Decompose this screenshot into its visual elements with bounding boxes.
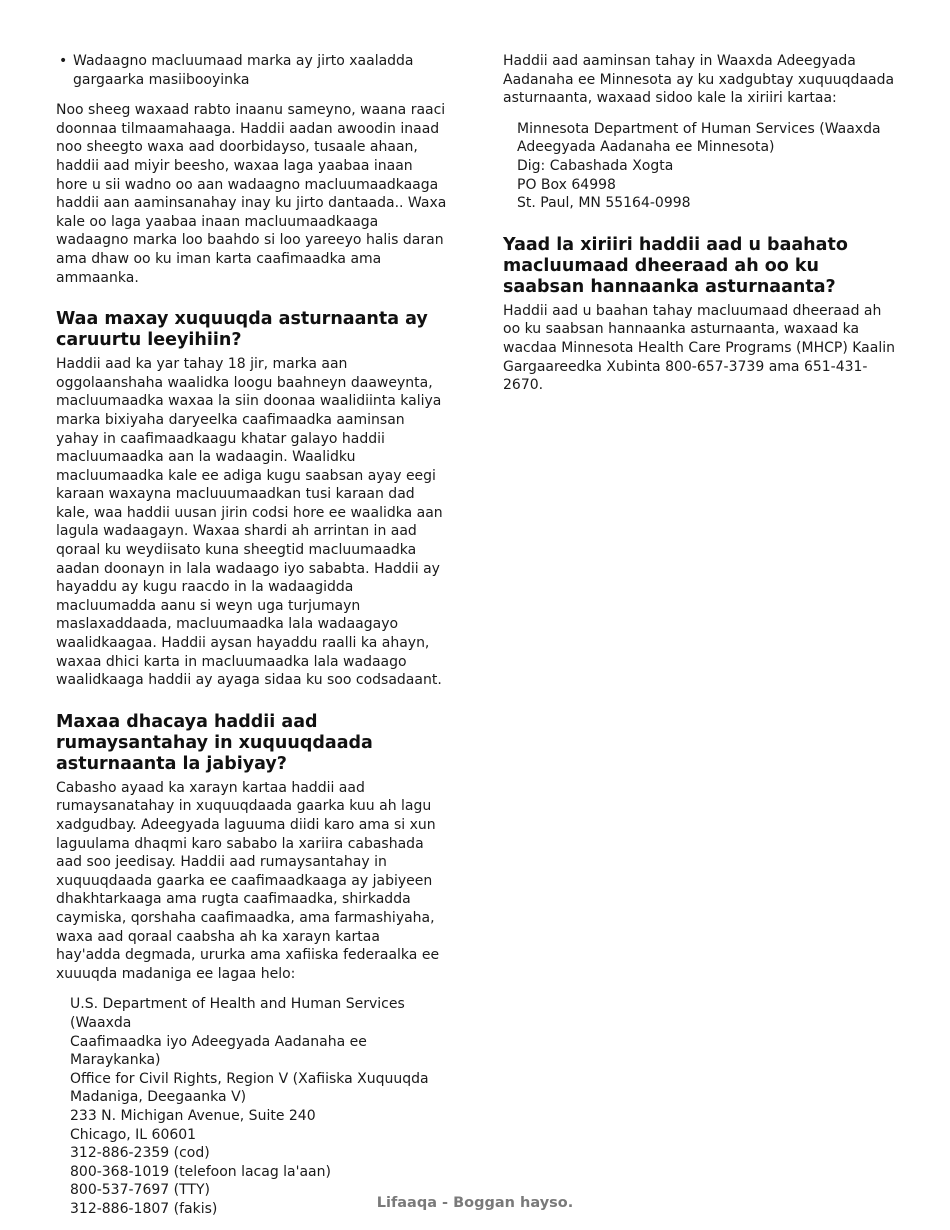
section-heading-more-info: Yaad la xiriiri haddii aad u baahato macluumaad dheeraad ah oo ku saabsan hannaanka asturnaanta? xyxy=(503,234,848,297)
bullet-dot-icon: • xyxy=(59,53,68,69)
address-line: Dig: Cabashada Xogta xyxy=(517,157,674,174)
address-line: Caafimaadka iyo Adeegyada Aadanaha ee Maraykanka) xyxy=(70,1033,367,1069)
children-rights-paragraph: Haddii aad ka yar tahay 18 jir, marka aan oggolaanshaha waalidka loogu baahneyn daaweynta, macluumaadka waxaa la siin doonaa waalidiinta kaliya marka bixiyaha daryeelka caafimaadka aaminsan yahay in caafimaadkaagu khatar galayo haddii macluumaadka aan la wadaagin. Waalidku macluumaadka kale ee adiga kugu saabsan ayay eegi karaan waxayna macluuumaadkan tusi karaan dad kale, waa haddii uusan jirin codsi hore ee waalidka aan lagula wadaagayn. Waxaa shardi ah arrintan in aad qoraal ku weydiisato kuna sheegtid macluumaadka aadan doonayn in lala wadaago iyo sababta. Haddii ay hayaddu ay kugu raacdo in la wadaagidda macluumadda aanu si weyn uga turjumayn maslaxaddaada, macluumaadka lala wadaagayo waalidkaagaa. Haddii aysan hayaddu raalli ka ahayn, waxaa dhici karta in macluumaadka lala wadaago waalidkaaga haddii ay ayaga sidaa ku soo codsadaant. xyxy=(56,356,443,689)
address-line: Minnesota Department of Human Services (Waaxda xyxy=(517,120,881,137)
federal-office-address xyxy=(70,995,448,1218)
address-line: U.S. Department of Health and Human Services (Waaxda xyxy=(70,996,405,1031)
address-line: Adeegyada Aadanaha ee Minnesota) xyxy=(517,139,775,156)
privacy-violation-paragraph: Cabasho ayaad ka xarayn kartaa haddii aad rumaysanatahay in xuquuqdaada gaarka kuu ah lagu xadgudbay. Adeegyada laguuma diidi karo ama si xun laguulama dhaqmi karo sababo la xariira cabashada aad soo jeedisay. Haddii aad rumaysantahay in xuquuqdaada gaarka ee caafimaadkaaga ay jabiyeen dhakhtarkaaga ama rugta caafimaadka, shirkadda caymiska, qorshaha caafimaadka, ama farmashiyaha, waxa aad qoraal caabsha ah ka xarayn kartaa hay'adda degmada, ururka ama xafiiska federaalka ee xuuuqda madaniga ee lagaa helo: xyxy=(56,779,440,982)
fax-number: 312-886-1807 (fakis) xyxy=(70,1200,218,1217)
address-line: Chicago, IL 60601 xyxy=(70,1126,197,1143)
page-footer: Lifaaqa - Boggan hayso. xyxy=(376,1195,574,1211)
bullet-list xyxy=(56,52,448,89)
phone-voice: 312-886-2359 (cod) xyxy=(70,1145,210,1162)
address-line: 233 N. Michigan Avenue, Suite 240 xyxy=(70,1107,316,1124)
intro-paragraph: Noo sheeg waxaad rabto inaanu sameyno, waana raaci doonnaa tilmaamahaaga. Haddii aadan awoodin inaad noo sheegto waxa aad doorbidayso, tusaale ahaan, haddii aad miyir beesho, waxaa laga yaabaa inaan hore u sii wadno oo aan wadaagno macluumaadkaaga haddii aan aaminsanahay inay ku jirto dantaada.. Waxa kale oo laga yaabaa inaan macluumaadkaaga wadaagno marka loo baahdo si loo yareeyo halis daran ama dhaw oo ku iman karta caafimaadka ama ammaanka. xyxy=(56,102,447,286)
bullet-item: • Wadaagno macluumaad marka ay jirto xaaladda gargaarka masiibooyinka xyxy=(59,53,414,88)
address-line: Madaniga, Deegaanka V) xyxy=(70,1089,247,1106)
mn-dhs-contact-paragraph: Haddii aad aaminsan tahay in Waaxda Adeegyada Aadanaha ee Minnesota ay ku xadgubtay xuquuqdaada asturnaanta, waxaad sidoo kale la xiriiri kartaa: xyxy=(503,53,895,107)
section-heading-privacy-violation: Maxaa dhacaya haddii aad rumaysantahay in xuquuqdaada asturnaanta la jabiyay? xyxy=(56,711,373,774)
section-heading-children-rights: Waa maxay xuquuqda asturnaanta ay caruurtu leeyihiin? xyxy=(56,309,428,351)
left-column xyxy=(56,52,448,1230)
more-info-paragraph: Haddii aad u baahan tahay macluumaad dheeraad ah oo ku saabsan hannaanka asturnaanta, waxaad ka wacdaa Minnesota Health Care Programs (MHCP) Kaalin Gargaareedka Xubinta 800-657-3739 ama 651-431-2670. xyxy=(503,302,895,394)
phone-toll-free: 800-368-1019 (telefoon lacag la'aan) xyxy=(70,1163,331,1180)
mn-dhs-address xyxy=(517,120,898,213)
address-line: PO Box 64998 xyxy=(517,176,616,193)
phone-tty: 800-537-7697 (TTY) xyxy=(70,1182,210,1199)
address-line: Office for Civil Rights, Region V (Xafiiska Xuquuqda xyxy=(70,1070,429,1087)
right-column xyxy=(503,52,898,407)
address-line: St. Paul, MN 55164-0998 xyxy=(517,195,691,212)
